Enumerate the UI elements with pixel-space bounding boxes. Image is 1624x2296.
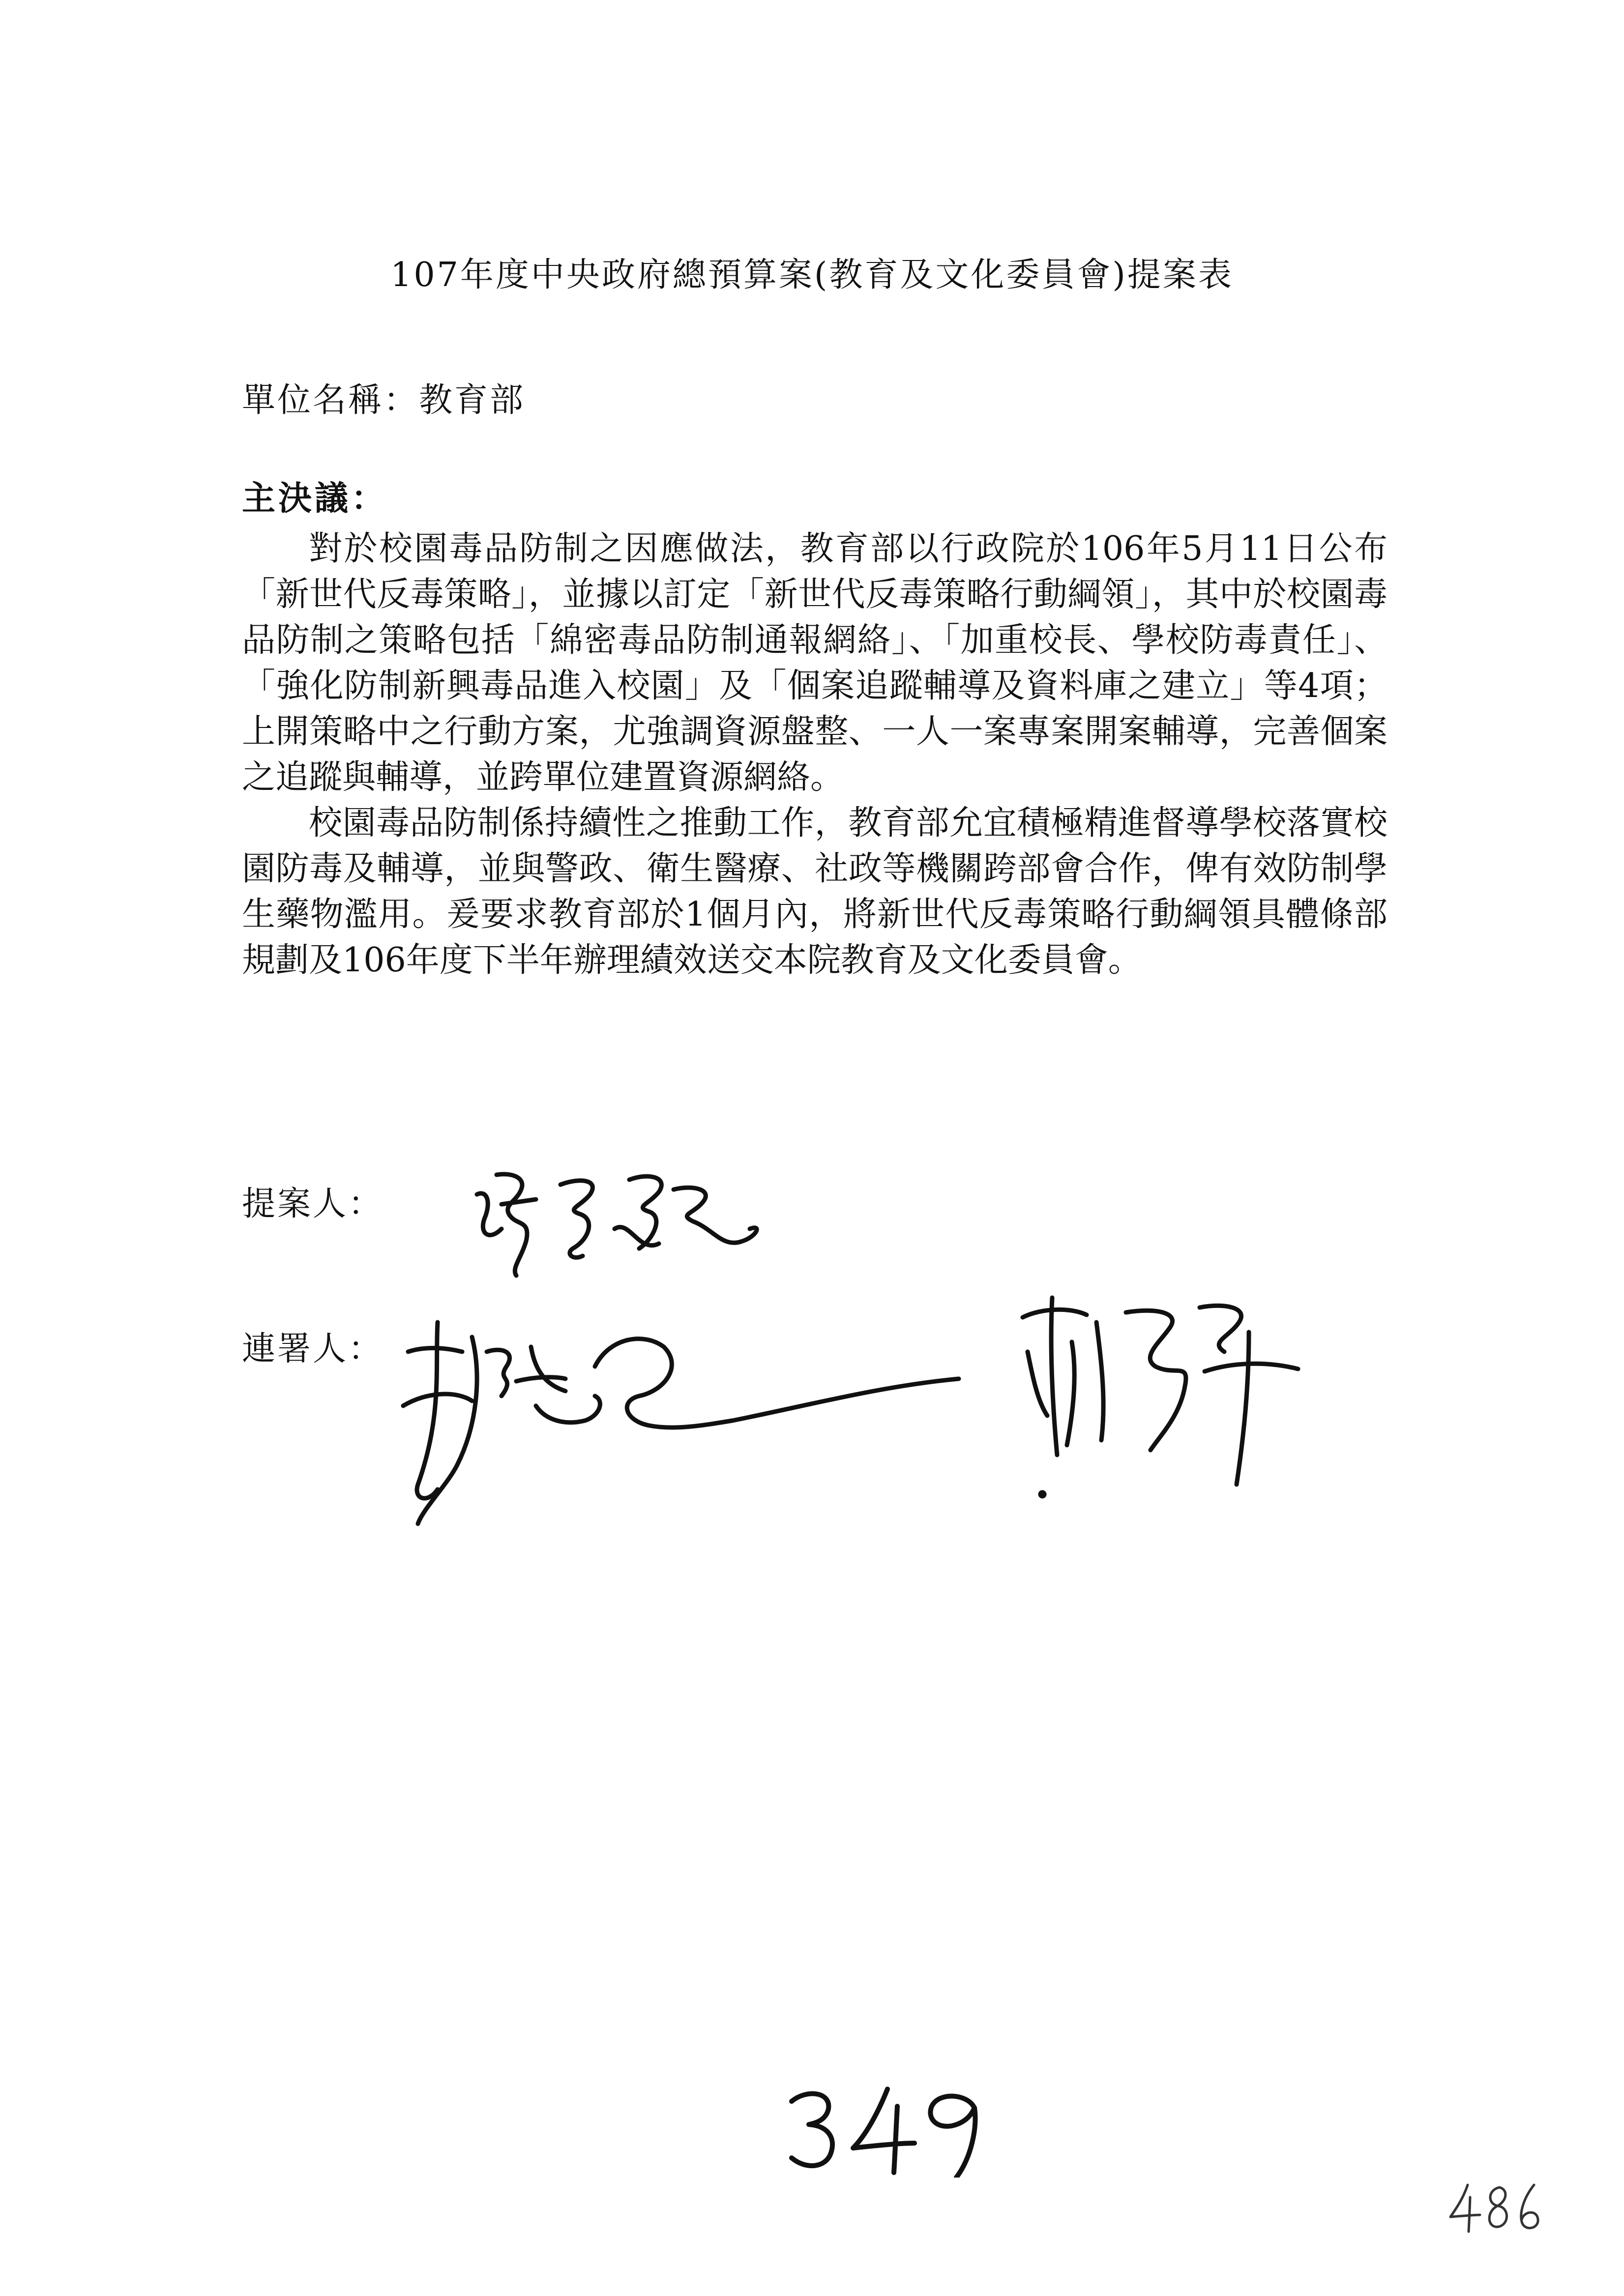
cosigner-label: 連署人： <box>242 1330 384 1368</box>
document-title: 107年度中央政府總預算案(教育及文化委員會)提案表 <box>390 256 1234 294</box>
resolution-heading: 主決議： <box>242 479 388 518</box>
cosigner-signature-1 <box>388 1278 978 1534</box>
unit-name-line: 單位名稱：教育部 <box>242 381 526 420</box>
proposer-signature <box>467 1155 772 1283</box>
handwritten-sheet-number <box>1446 2178 1544 2238</box>
resolution-paragraph-2: 校園毒品防制係持續性之推動工作，教育部允宜積極精進督導學校落實校園防毒及輔導，並與警政、衛生醫療、社政等機關跨部會合作，俾有效防制學生藥物濫用。爰要求教育部於1個月內，將新世代反毒策略行動綱領具體條部規劃及106年度下半年辦理績效送交本院教育及文化委員會。 <box>242 804 1388 980</box>
resolution-paragraph-1: 對於校園毒品防制之因應做法，教育部以行政院於106年5月11日公布「新世代反毒策略」，並據以訂定「新世代反毒策略行動綱領」，其中於校園毒品防制之策略包括「綿密毒品防制通報網絡」、「加重校長、學校防毒責任」、「強化防制新興毒品進入校園」及「個案追蹤輔導及資料庫之建立」等4項；上開策略中之行動方案，尤強調資源盤整、一人一案專案開案輔導，完善個案之追蹤與輔導，並跨單位建置資源網絡。 <box>242 529 1388 797</box>
resolution-body <box>242 526 1388 983</box>
cosigner-signature-2 <box>1013 1288 1328 1514</box>
proposer-label: 提案人： <box>242 1185 384 1223</box>
handwritten-page-number <box>782 2079 988 2180</box>
